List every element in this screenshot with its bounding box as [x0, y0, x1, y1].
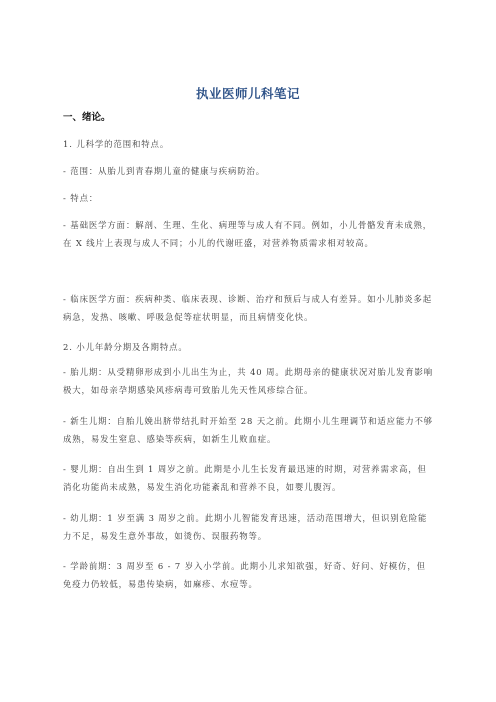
paragraph-preschool-period: - 学龄前期：3 周岁至 6 - 7 岁入小学前。此期小儿求知欲强，好奇、好问、好模仿，但免疫力仍较低，易患传染病，如麻疹、水痘等。	[63, 561, 426, 589]
paragraph-scope: - 范围：从胎儿到青春期儿童的健康与疾病防治。	[63, 166, 266, 176]
paragraph-clinical-medicine: - 临床医学方面：疾病种类、临床表现、诊断、治疗和预后与成人有差异。如小儿肺炎多起病急，发热、咳嗽、呼吸急促等症状明显，而且病情变化快。	[63, 294, 433, 322]
paragraph-fetal-period: - 胎儿期：从受精卵形成到小儿出生为止，共 40 周。此期母亲的健康状况对胎儿发育影响极大，如母亲孕期感染风疹病毒可致胎儿先天性风疹综合征。	[63, 367, 434, 395]
paragraph-features: - 特点：	[63, 193, 99, 203]
document-title: 执业医师儿科笔记	[195, 86, 300, 101]
paragraph-scope-heading: 1. 儿科学的范围和特点。	[63, 139, 170, 149]
paragraph-neonatal-period: - 新生儿期：自胎儿娩出脐带结扎时开始至 28 天之前。此期小儿生理调节和适应能力不够成熟，易发生窒息、感染等疾病，如新生儿败血症。	[63, 416, 434, 444]
paragraph-basic-medicine: - 基础医学方面：解剖、生理、生化、病理等与成人有不同。例如，小儿骨骼发育未成熟，在 X 线片上表现与成人不同；小儿的代谢旺盛，对营养物质需求相对较高。	[63, 220, 433, 248]
paragraph-infant-period: - 婴儿期：自出生到 1 周岁之前。此期是小儿生长发育最迅速的时期，对营养需求高，但消化功能尚未成熟，易发生消化功能紊乱和营养不良，如婴儿腹泻。	[63, 464, 427, 492]
section-heading: 一、绪论。	[63, 112, 111, 123]
paragraph-age-stages-heading: 2. 小儿年龄分期及各期特点。	[63, 342, 188, 352]
paragraph-toddler-period: - 幼儿期：1 岁至满 3 周岁之前。此期小儿智能发育迅速，活动范围增大，但识别危险能力不足，易发生意外事故，如烫伤、误服药物等。	[63, 513, 428, 541]
